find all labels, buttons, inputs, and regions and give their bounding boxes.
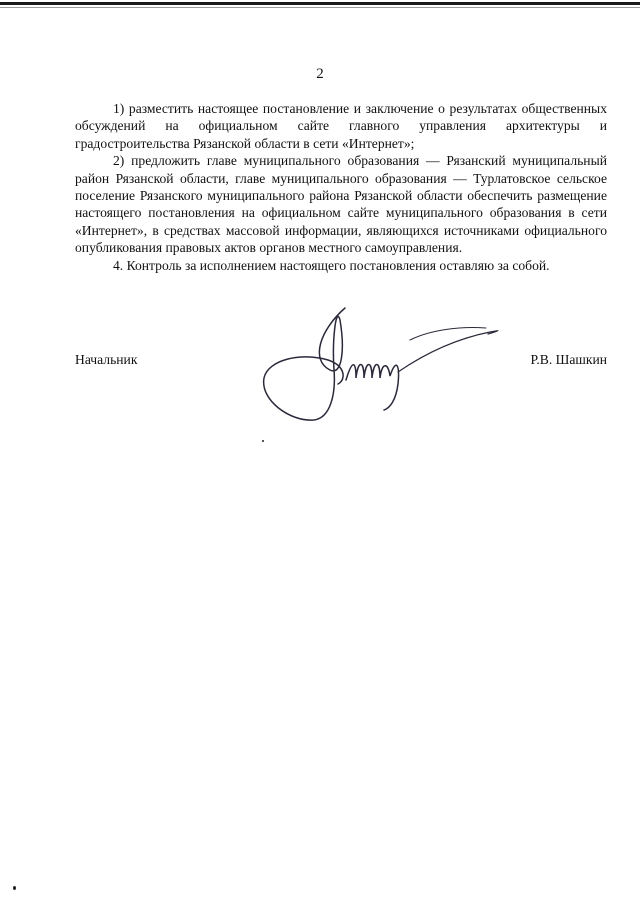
signatory-name: Р.В. Шашкин: [530, 352, 607, 367]
scan-speck: [262, 440, 264, 442]
document-body: [75, 100, 607, 274]
paragraph-2: 2) предложить главе муниципального образования — Рязанский муниципальный район Рязанской области, главе муниципального образования — Турлатовское сельское поселение Рязанского муниципального района Рязанской области обеспечить размещение настоящего постановления на официальном сайте муниципального образования в сети «Интернет», в средствах массовой информации, являющихся источниками официального опубликования правовых актов органов местного самоуправления.: [75, 153, 607, 256]
paragraph-3: 4. Контроль за исполнением настоящего постановления оставляю за собой.: [113, 257, 550, 273]
scan-speck: [13, 886, 16, 890]
signature-block: [75, 352, 607, 374]
signatory-title: Начальник: [75, 352, 138, 367]
paragraph-1: 1) разместить настоящее постановление и заключение о результатах общественных обсуждений на официальном сайте главного управления архитектуры и градостроительства Рязанской области в сети «Интернет»;: [75, 101, 607, 151]
page-number: 2: [316, 66, 324, 82]
top-border-line: [0, 2, 640, 5]
top-border-line-thin: [0, 7, 640, 8]
